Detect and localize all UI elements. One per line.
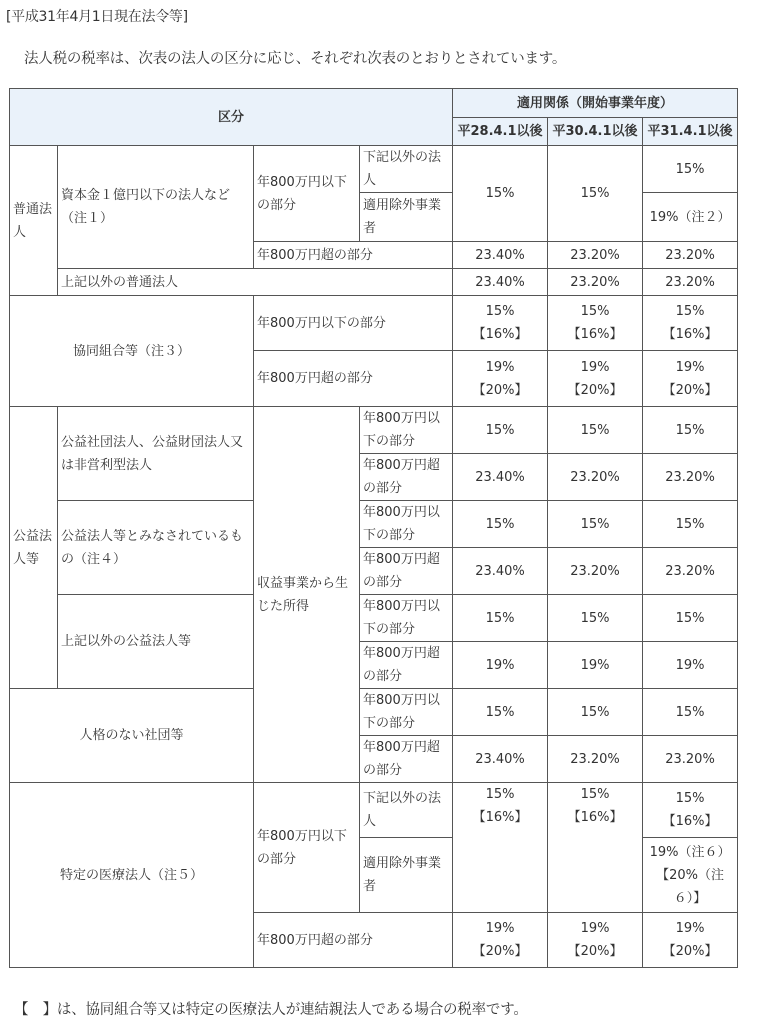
rate-cell (453, 913, 548, 968)
futsu-kaki-igai: 下記以外の法人 (360, 146, 453, 193)
rate-cell: 19%（注２） (643, 193, 738, 242)
futsu-over800: 年800万円超の部分 (254, 242, 453, 269)
rate-cell (453, 296, 548, 351)
header-tekiyo: 適用関係（開始事業年度） (453, 89, 738, 118)
rate-cell: 15% (643, 407, 738, 454)
rate-bracket: 【20%】 (567, 382, 623, 398)
rate-cell (643, 838, 738, 913)
rate-bracket: 【20%】 (567, 944, 623, 959)
rate-value: 19% (675, 359, 705, 375)
koeki-under800: 年800万円以下の部分 (360, 501, 453, 548)
rate-cell: 15% (453, 407, 548, 454)
koeki-over800: 年800万円超の部分 (360, 454, 453, 501)
futsu-label: 普通法人 (10, 146, 58, 296)
rate-bracket: 【20%】 (662, 944, 718, 959)
rate-cell: 15% (643, 689, 738, 736)
rate-cell: 23.20% (548, 736, 643, 783)
rate-cell (548, 351, 643, 407)
rate-value: 19% (580, 921, 610, 936)
rate-cell (643, 296, 738, 351)
koeki-under800: 年800万円以下の部分 (360, 595, 453, 642)
koeki-group-name: 公益法人等とみなされているもの（注４） (58, 501, 254, 595)
rate-cell: 23.20% (548, 242, 643, 269)
rate-bracket: 【20%】 (472, 944, 528, 959)
rate-cell: 23.20% (548, 548, 643, 595)
rate-cell (548, 783, 643, 913)
date-note: [平成31年4月1日現在法令等] (6, 9, 188, 25)
rate-bracket: 【16%】 (472, 810, 528, 825)
rate-cell: 15% (548, 146, 643, 242)
rate-cell: 15% (548, 501, 643, 548)
koeki-under800: 年800万円以下の部分 (360, 689, 453, 736)
iryo-kaki-igai: 下記以外の法人 (360, 783, 453, 838)
kyodo-under800: 年800万円以下の部分 (254, 296, 453, 351)
rate-cell (548, 913, 643, 968)
koeki-over800: 年800万円超の部分 (360, 642, 453, 689)
rate-bracket: 【16%】 (567, 327, 623, 342)
rate-cell (453, 783, 548, 913)
iryo-label: 特定の医療法人（注５） (10, 783, 254, 968)
rate-value: 15% (675, 304, 705, 319)
intro-text: 法人税の税率は、次表の法人の区分に応じ、それぞれ次表のとおりとされています。 (24, 51, 567, 67)
rate-cell: 23.20% (643, 548, 738, 595)
rate-cell (643, 913, 738, 968)
tax-rate-table (9, 88, 738, 968)
rate-value: 19%（注６） (649, 844, 731, 860)
rate-bracket: 【16%】 (662, 814, 718, 829)
rate-cell: 23.20% (548, 454, 643, 501)
iryo-under800: 年800万円以下の部分 (254, 783, 360, 913)
rate-cell: 23.20% (548, 269, 643, 296)
rate-bracket: 【16%】 (472, 327, 528, 342)
koeki-under800: 年800万円以下の部分 (360, 407, 453, 454)
rate-cell: 15% (453, 595, 548, 642)
koeki-over800: 年800万円超の部分 (360, 548, 453, 595)
rate-cell: 15% (453, 146, 548, 242)
rate-value: 19% (675, 921, 705, 936)
rate-value: 19% (580, 359, 610, 375)
koeki-group-name: 公益社団法人、公益財団法人又は非営利型法人 (58, 407, 254, 501)
rate-bracket: 【20%】 (662, 382, 718, 398)
rate-cell: 19% (643, 642, 738, 689)
rate-cell: 15% (548, 407, 643, 454)
rate-bracket: 【16%】 (662, 327, 718, 342)
futsu-under800: 年800万円以下の部分 (254, 146, 360, 242)
rate-cell: 15% (548, 595, 643, 642)
rate-cell: 23.40% (453, 454, 548, 501)
rate-bracket: 【20%（注６）】 (656, 867, 724, 906)
rate-cell (548, 296, 643, 351)
header-period: 平28.4.1以後 (453, 118, 548, 146)
rate-value: 19% (485, 921, 515, 936)
iryo-tekiyo-jogai: 適用除外事業者 (360, 838, 453, 913)
rate-cell: 23.20% (643, 269, 738, 296)
kyodo-label: 協同組合等（注３） (10, 296, 254, 407)
kyodo-over800: 年800万円超の部分 (254, 351, 453, 407)
futsu-other-label: 上記以外の普通法人 (58, 269, 453, 296)
footer-note: 【 】は、協同組合等又は特定の医療法人が連結親法人である場合の税率です。 (14, 1002, 528, 1018)
rate-cell: 15% (453, 689, 548, 736)
rate-bracket: 【16%】 (567, 810, 623, 825)
rate-cell (643, 351, 738, 407)
rate-cell: 23.40% (453, 736, 548, 783)
rate-cell: 23.40% (453, 548, 548, 595)
rate-cell: 23.40% (453, 242, 548, 269)
rate-cell: 15% (643, 146, 738, 193)
rate-value: 15% (485, 787, 515, 802)
rate-cell: 15% (643, 595, 738, 642)
koeki-group-name: 上記以外の公益法人等 (58, 595, 254, 689)
koeki-label: 公益法人等 (10, 407, 58, 689)
koeki-over800: 年800万円超の部分 (360, 736, 453, 783)
rate-cell: 23.20% (643, 242, 738, 269)
rate-cell (453, 351, 548, 407)
rate-cell: 15% (643, 501, 738, 548)
futsu-tekiyo-jogai: 適用除外事業者 (360, 193, 453, 242)
rate-cell: 15% (453, 501, 548, 548)
koeki-group-name: 人格のない社団等 (10, 689, 254, 783)
iryo-over800: 年800万円超の部分 (254, 913, 453, 968)
rate-value: 15% (485, 304, 515, 319)
rate-cell (643, 783, 738, 838)
rate-bracket: 【20%】 (472, 382, 528, 398)
rate-cell: 23.20% (643, 454, 738, 501)
futsu-small-label: 資本金１億円以下の法人など（注１） (58, 146, 254, 269)
header-kubun: 区分 (10, 89, 453, 146)
header-period: 平30.4.1以後 (548, 118, 643, 146)
rate-value: 15% (675, 791, 705, 806)
rate-value: 15% (580, 787, 610, 802)
rate-value: 19% (485, 359, 515, 375)
rate-value: 15% (580, 304, 610, 319)
rate-cell: 15% (548, 689, 643, 736)
header-period: 平31.4.1以後 (643, 118, 738, 146)
rate-cell: 23.20% (643, 736, 738, 783)
rate-cell: 23.40% (453, 269, 548, 296)
rate-cell: 19% (548, 642, 643, 689)
koeki-income-label: 収益事業から生じた所得 (254, 407, 360, 783)
rate-cell: 19% (453, 642, 548, 689)
